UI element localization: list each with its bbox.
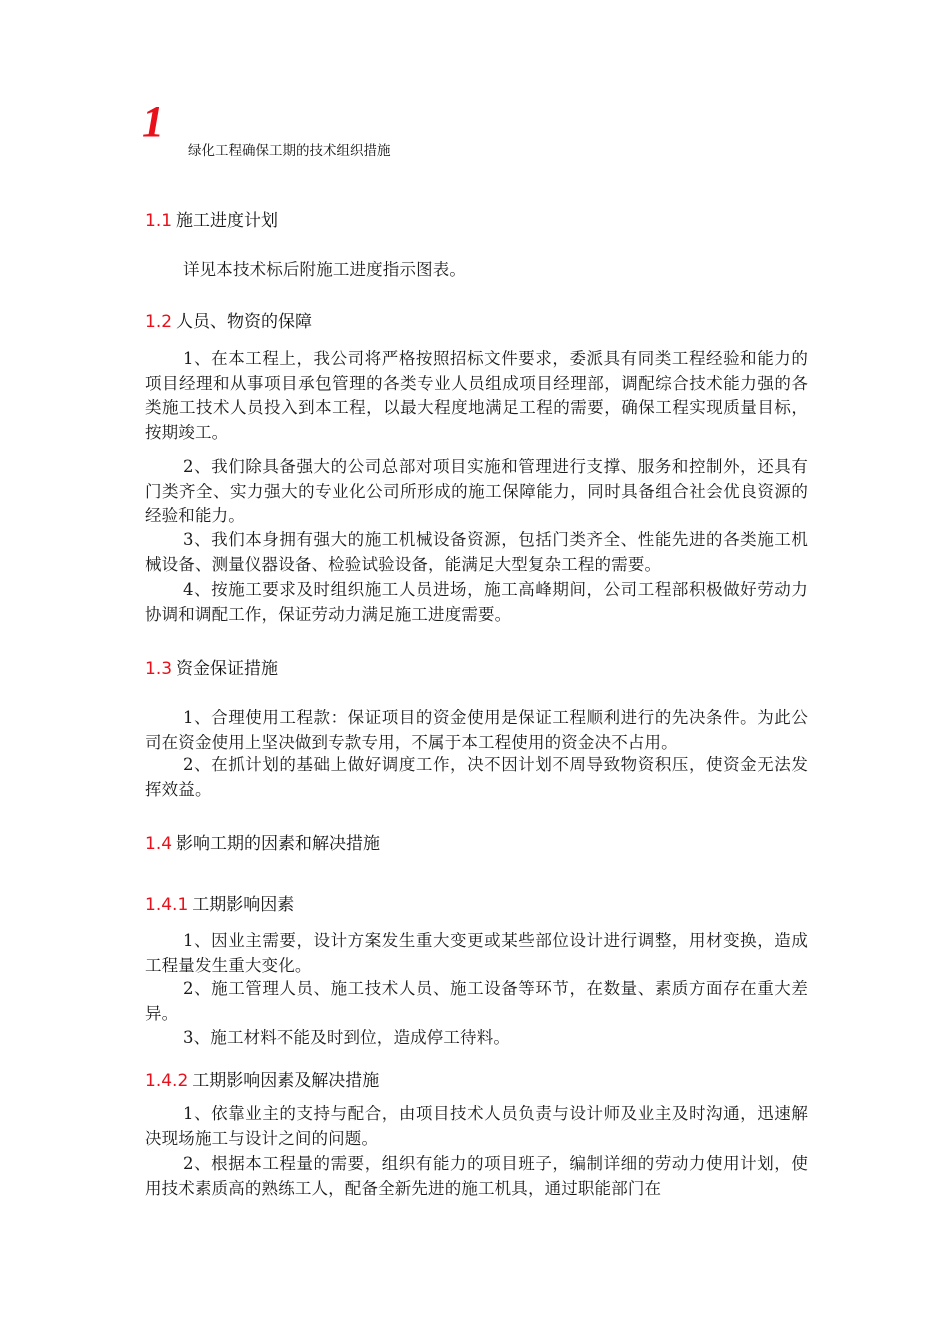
section-heading-1-4-2 — [145, 1066, 379, 1091]
chapter-title: 绿化工程确保工期的技术组织措施 — [188, 143, 391, 159]
section-heading-1-4-1 — [145, 890, 294, 915]
section-heading-1-3 — [145, 654, 278, 679]
section-title: 人员、物资的保障 — [176, 312, 313, 332]
paragraph: 3、我们本身拥有强大的施工机械设备资源，包括门类齐全、性能先进的各类施工机械设备、测量仪器设备、检验试验设备，能满足大型复杂工程的需要。 — [145, 530, 808, 574]
section-heading-1-1 — [145, 206, 278, 231]
section-title: 工期影响因素 — [192, 895, 295, 915]
paragraph: 1、合理使用工程款：保证项目的资金使用是保证工程顺利进行的先决条件。为此公司在资金使用上坚决做到专款专用，不属于本工程使用的资金决不占用。 — [145, 708, 808, 752]
paragraph: 1、依靠业主的支持与配合，由项目技术人员负责与设计师及业主及时沟通，迅速解决现场施工与设计之间的问题。 — [145, 1104, 808, 1148]
paragraph: 2、我们除具备强大的公司总部对项目实施和管理进行支撑、服务和控制外，还具有门类齐全、实力强大的专业化公司所形成的施工保障能力，同时具备组合社会优良资源的经验和能力。 — [145, 457, 808, 526]
section-title: 资金保证措施 — [176, 659, 279, 679]
paragraph: 4、按施工要求及时组织施工人员进场，施工高峰期间，公司工程部积极做好劳动力协调和调配工作，保证劳动力满足施工进度需要。 — [145, 580, 808, 624]
paragraph: 3、施工材料不能及时到位，造成停工待料。 — [183, 1028, 510, 1047]
section-title: 施工进度计划 — [176, 211, 279, 231]
section-number: 1.2 — [145, 312, 173, 332]
chapter-number: 1 — [142, 97, 164, 146]
paragraph: 2、根据本工程量的需要，组织有能力的项目班子，编制详细的劳动力使用计划，使用技术素质高的熟练工人，配备全新先进的施工机具，通过职能部门在 — [145, 1154, 808, 1198]
section-title: 影响工期的因素和解决措施 — [176, 834, 381, 854]
section-heading-1-4 — [145, 829, 380, 854]
section-number: 1.4.1 — [145, 895, 189, 915]
paragraph: 2、在抓计划的基础上做好调度工作，决不因计划不周导致物资积压，使资金无法发挥效益。 — [145, 755, 808, 799]
section-number: 1.4.2 — [145, 1071, 189, 1091]
paragraph: 1、在本工程上，我公司将严格按照招标文件要求，委派具有同类工程经验和能力的项目经理和从事项目承包管理的各类专业人员组成项目经理部，调配综合技术能力强的各类施工技术人员投入到本工程，以最大程度地满足工程的需要，确保工程实现质量目标，按期竣工。 — [145, 349, 808, 442]
section-number: 1.1 — [145, 211, 173, 231]
section-heading-1-2 — [145, 307, 312, 332]
section-number: 1.3 — [145, 659, 173, 679]
section-title: 工期影响因素及解决措施 — [192, 1071, 380, 1091]
section-number: 1.4 — [145, 834, 173, 854]
paragraph: 详见本技术标后附施工进度指示图表。 — [183, 260, 467, 279]
paragraph: 1、因业主需要，设计方案发生重大变更或某些部位设计进行调整，用材变换，造成工程量发生重大变化。 — [145, 931, 808, 975]
paragraph: 2、施工管理人员、施工技术人员、施工设备等环节，在数量、素质方面存在重大差异。 — [145, 979, 808, 1023]
